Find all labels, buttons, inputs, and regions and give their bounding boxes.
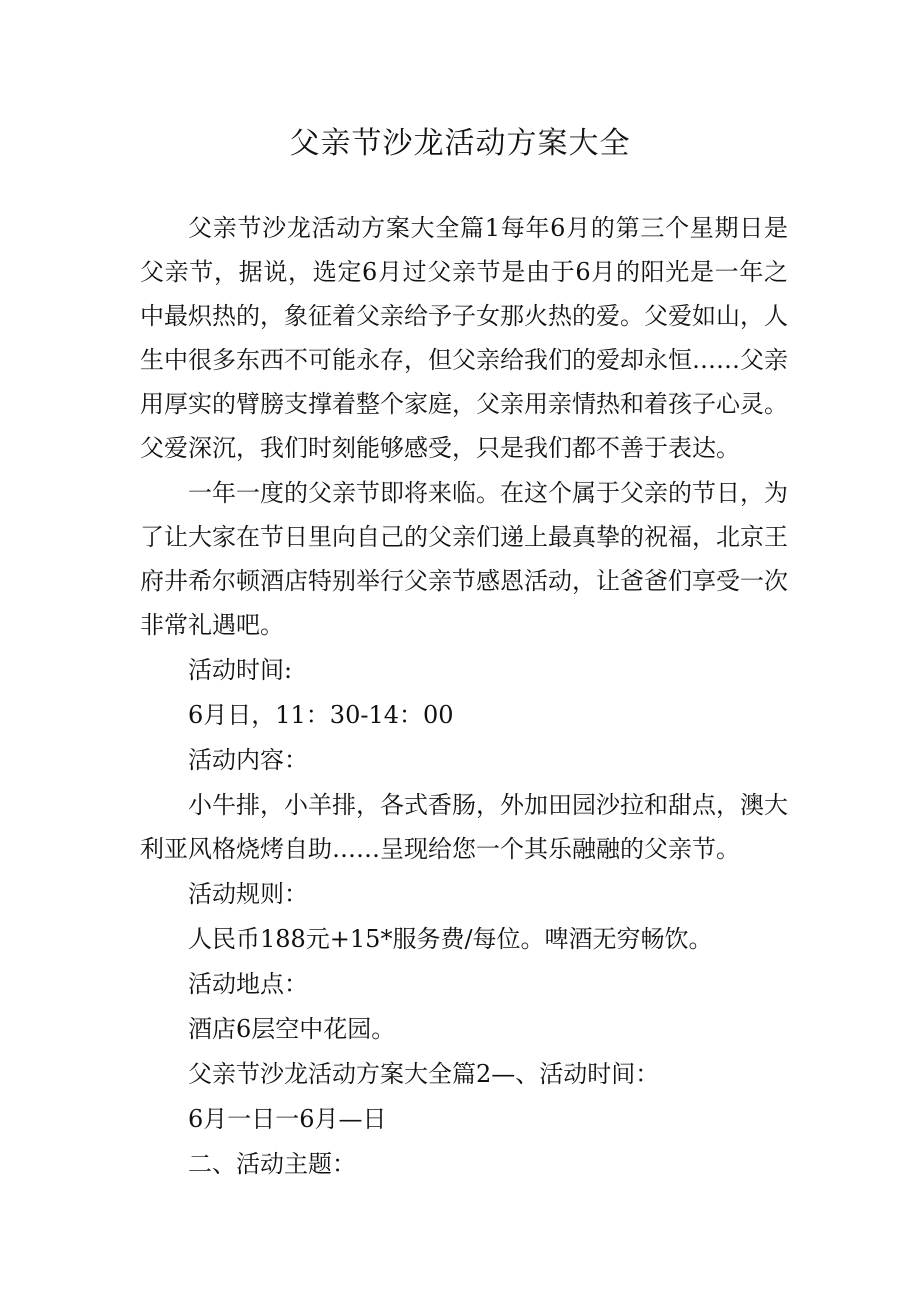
document-title: 父亲节沙龙活动方案大全 (289, 126, 631, 161)
paragraph-intro: 父亲节沙龙活动方案大全篇1每年6月的第三个星期日是父亲节，据说，选定6月过父亲节是由于6月的阳光是一年之中最炽热的，象征着父亲给予子女那火热的爱。父爱如山，人生中很多东西不可能永存，但父亲给我们的爱却永恒……父亲用厚实的臂膀支撑着整个家庭，父亲用亲情热和着孩子心灵。父爱深沉，我们时刻能够感受，只是我们都不善于表达。 (140, 214, 788, 462)
event-time-value: 6月日，11：30-14：00 (188, 701, 454, 729)
paragraph-announcement: 一年一度的父亲节即将来临。在这个属于父亲的节日，为了让大家在节日里向自己的父亲们递上最真挚的祝福，北京王府井希尔顿酒店特别举行父亲节感恩活动，让爸爸们享受一次非常礼遇吧。 (140, 479, 788, 639)
event-location-value: 酒店6层空中花园。 (188, 1015, 396, 1043)
document-body (140, 206, 788, 1187)
event-content-label: 活动内容： (188, 746, 308, 774)
section-2-time-value: 6月一日一6月—日 (188, 1105, 387, 1133)
section-2-heading: 父亲节沙龙活动方案大全篇2—、活动时间： (188, 1060, 660, 1088)
event-content-value: 小牛排，小羊排，各式香肠，外加田园沙拉和甜点，澳大利亚风格烧烤自助……呈现给您一个其乐融融的父亲节。 (140, 791, 788, 863)
event-rules-value: 人民币188元+15*服务费/每位。啤酒无穷畅饮。 (188, 925, 713, 953)
section-2-theme-label: 二、活动主题： (188, 1150, 356, 1178)
event-location-label: 活动地点： (188, 970, 308, 998)
event-rules-label: 活动规则： (188, 880, 308, 908)
event-time-label: 活动时间: (188, 656, 293, 684)
